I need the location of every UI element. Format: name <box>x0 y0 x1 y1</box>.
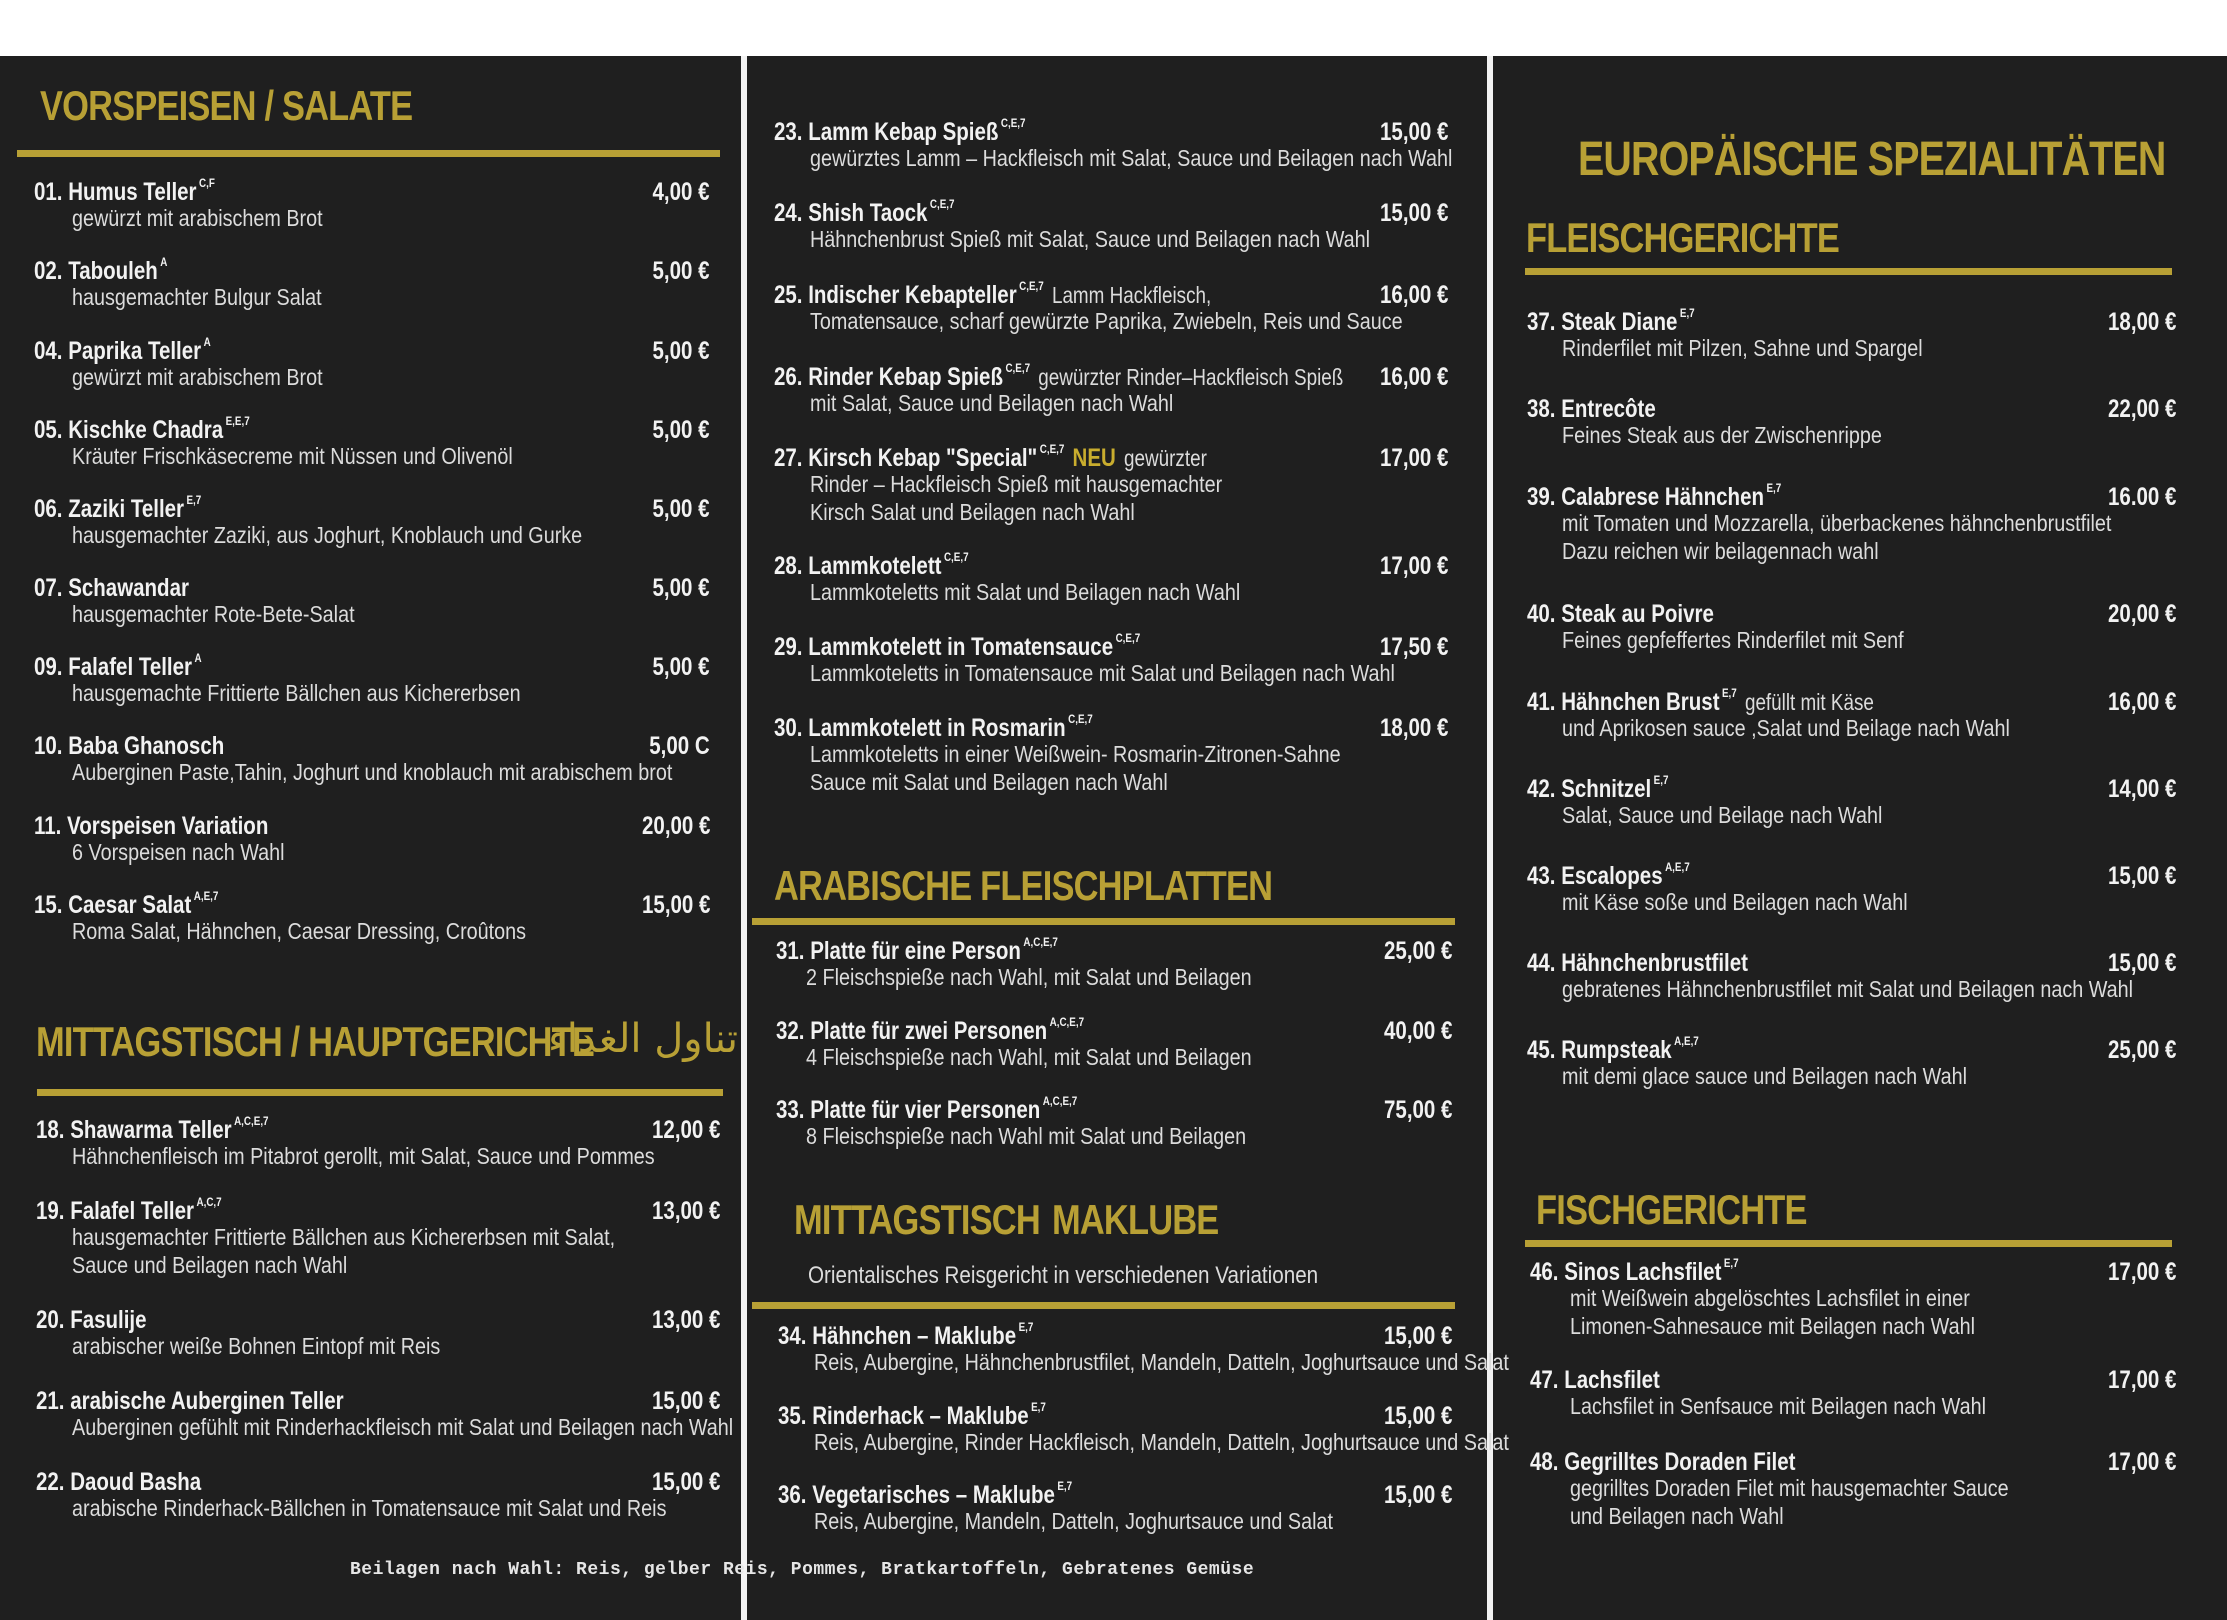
allergen-tag: C,E,7 <box>1000 116 1026 130</box>
menu-item-description: 8 Fleischspieße nach Wahl mit Salat und Beilagen <box>806 1123 1247 1149</box>
menu-item-price: 20,00 € <box>2107 600 2176 628</box>
allergen-tag: C,E,7 <box>943 550 969 564</box>
menu-item-price: 25,00 € <box>2107 1036 2176 1064</box>
section-heading-maklube: MAKLUBE <box>1052 1196 1219 1243</box>
menu-item-price: 5,00 € <box>652 416 710 444</box>
heading-rule <box>17 150 720 157</box>
menu-item-price: 15,00 € <box>651 1468 720 1496</box>
menu-item-description: Lammkoteletts in Tomatensauce mit Salat und Beilagen nach Wahl <box>810 660 1395 686</box>
menu-item-description: mit Salat, Sauce und Beilagen nach Wahl <box>810 390 1174 416</box>
menu-item-description: Lammkoteletts mit Salat und Beilagen nach Wahl <box>810 579 1241 605</box>
menu-item-name: 19. Falafel Teller $^{A,C,7}$ <box>36 1195 222 1225</box>
menu-item-description: hausgemachter Bulgur Salat <box>72 284 322 310</box>
menu-item-description: Dazu reichen wir beilagennach wahl <box>1562 538 1879 564</box>
allergen-tag: C,F <box>198 176 215 190</box>
menu-item-description: Rinderfilet mit Pilzen, Sahne und Spargel <box>1562 335 1923 361</box>
allergen-tag: E,7 <box>1679 306 1695 320</box>
section-heading-fleischplatten: ARABISCHE FLEISCHPLATTEN <box>774 862 1273 909</box>
heading-rule <box>1525 268 2172 275</box>
allergen-tag: C,E,7 <box>1115 631 1141 645</box>
allergen-tag: E,7 <box>1766 481 1782 495</box>
menu-item-name: 31. Platte für eine Person $^{A,C,E,7}$ <box>776 935 1058 965</box>
menu-item-description: Feines Steak aus der Zwischenrippe <box>1562 422 1882 448</box>
menu-item-name: 21. arabische Auberginen Teller <box>36 1387 344 1415</box>
menu-item-price: 5,00 € <box>652 574 710 602</box>
allergen-tag: A <box>203 335 211 349</box>
menu-item-description: hausgemachter Frittierte Bällchen aus Kichererbsen mit Salat, <box>72 1224 616 1250</box>
menu-item-name: 46. Sinos Lachsfilet $^{E,7}$ <box>1530 1256 1739 1286</box>
menu-item-name: 24. Shish Taock $^{C,E,7}$ <box>774 197 955 227</box>
menu-item-description: Salat, Sauce und Beilage nach Wahl <box>1562 802 1883 828</box>
menu-item-description: Lammkoteletts in einer Weißwein- Rosmarin-Zitronen-Sahne <box>810 741 1341 767</box>
allergen-tag: A,E,7 <box>1665 860 1690 874</box>
section-heading-fischgerichte: FISCHGERICHTE <box>1536 1186 1807 1233</box>
menu-item-price: 5,00 € <box>652 653 710 681</box>
menu-item-name: 47. Lachsfilet <box>1530 1366 1660 1394</box>
menu-item-description: Feines gepfeffertes Rinderfilet mit Senf <box>1562 627 1904 653</box>
allergen-tag: A,C,E,7 <box>234 1114 269 1128</box>
allergen-tag: A,C,E,7 <box>1049 1015 1085 1029</box>
section-heading-vorspeisen: VORSPEISEN / SALATE <box>40 82 413 129</box>
menu-item-description: Kirsch Salat und Beilagen nach Wahl <box>810 499 1135 525</box>
menu-item-price: 17,00 € <box>2107 1448 2176 1476</box>
menu-item-name: 39. Calabrese Hähnchen $^{E,7}$ <box>1527 481 1782 511</box>
menu-item-price: 12,00 € <box>651 1116 720 1144</box>
menu-item-name: 25. Indischer Kebapteller $^{C,E,7}$ Lamm Hackfleisch, <box>774 279 1212 309</box>
menu-item-price: 15,00 € <box>1379 199 1448 227</box>
heading-rule <box>1525 1240 2172 1247</box>
menu-item-name: 43. Escalopes $^{A,E,7}$ <box>1527 860 1690 890</box>
menu-item-name: 48. Gegrilltes Doraden Filet <box>1530 1448 1796 1476</box>
menu-item-price: 16,00 € <box>1379 363 1448 391</box>
menu-item-name: 30. Lammkotelett in Rosmarin $^{C,E,7}$ <box>774 712 1093 742</box>
menu-item-description: 6 Vorspeisen nach Wahl <box>72 839 285 865</box>
menu-item-inline-desc: gewürzter <box>1124 445 1207 471</box>
menu-item-name: 18. Shawarma Teller $^{A,C,E,7}$ <box>36 1114 269 1144</box>
menu-item-price: 17,50 € <box>1379 633 1448 661</box>
menu-item-name: 28. Lammkotelett $^{C,E,7}$ <box>774 550 969 580</box>
allergen-tag: C,E,7 <box>1039 442 1065 456</box>
menu-item-name: 22. Daoud Basha <box>36 1468 202 1496</box>
menu-item-price: 5,00 € <box>652 337 710 365</box>
menu-item-description: arabischer weiße Bohnen Eintopf mit Reis <box>72 1333 441 1359</box>
menu-item-description: Reis, Aubergine, Hähnchenbrustfilet, Mandeln, Datteln, Joghurtsauce und Salat <box>814 1349 1509 1375</box>
menu-item-name: 20. Fasulije <box>36 1306 147 1334</box>
menu-item-description: und Beilagen nach Wahl <box>1570 1503 1784 1529</box>
arabic-heading: تناول الغداء <box>548 1016 738 1062</box>
menu-item-description: mit Käse soße und Beilagen nach Wahl <box>1562 889 1908 915</box>
menu-item-price: 5,00 € <box>652 257 710 285</box>
allergen-tag: A,C,E,7 <box>1023 935 1058 949</box>
menu-item-description: Sauce mit Salat und Beilagen nach Wahl <box>810 769 1168 795</box>
footer-note: Beilagen nach Wahl: Reis, gelber Reis, Pommes, Bratkartoffeln, Gebratenes Gemüse <box>350 1560 1255 1580</box>
menu-item-name: 04. Paprika Teller $^A$ <box>34 335 211 365</box>
allergen-tag: E,7 <box>186 493 202 507</box>
menu-item-description: 2 Fleischspieße nach Wahl, mit Salat und Beilagen <box>806 964 1252 990</box>
menu-item-name: 37. Steak Diane $^{E,7}$ <box>1527 306 1695 336</box>
menu-item-price: 75,00 € <box>1383 1096 1452 1124</box>
menu-item-description: Limonen-Sahnesauce mit Beilagen nach Wahl <box>1570 1313 1976 1339</box>
section-title-europaeische: EUROPÄISCHE SPEZIALITÄTEN <box>1578 133 2166 186</box>
menu-item-price: 17,00 € <box>1379 552 1448 580</box>
menu-item-name: 05. Kischke Chadra $^{E,E,7}$ <box>34 414 250 444</box>
menu-item-price: 16.00 € <box>2107 483 2176 511</box>
heading-rule <box>752 1302 1455 1309</box>
menu-item-name: 34. Hähnchen – Maklube $^{E,7}$ <box>778 1320 1034 1350</box>
menu-item-price: 18,00 € <box>2107 308 2176 336</box>
menu-item-price: 22,00 € <box>2107 395 2176 423</box>
menu-item-name: 41. Hähnchen Brust $^{E,7}$ gefüllt mit Käse <box>1527 686 1874 716</box>
menu-item-description: Hähnchenfleisch im Pitabrot gerollt, mit Salat, Sauce und Pommes <box>72 1143 655 1169</box>
allergen-tag: E,7 <box>1721 686 1737 700</box>
allergen-tag: A <box>160 255 168 269</box>
menu-item-inline-desc: gewürzter Rinder–Hackfleisch Spieß <box>1038 364 1344 390</box>
allergen-tag: C,E,7 <box>929 197 955 211</box>
menu-item-description: Auberginen gefühlt mit Rinderhackfleisch mit Salat und Beilagen nach Wahl <box>72 1414 734 1440</box>
allergen-tag: E,7 <box>1057 1479 1073 1493</box>
menu-item-name: 38. Entrecôte <box>1527 395 1656 423</box>
menu-item-price: 17,00 € <box>2107 1366 2176 1394</box>
menu-item-price: 15,00 € <box>1383 1481 1452 1509</box>
menu-item-description: gewürzt mit arabischem Brot <box>72 364 323 390</box>
menu-item-description: Tomatensauce, scharf gewürzte Paprika, Zwiebeln, Reis und Sauce <box>810 308 1403 334</box>
menu-item-description: hausgemachter Rote-Bete-Salat <box>72 601 355 627</box>
menu-item-price: 40,00 € <box>1383 1017 1452 1045</box>
menu-item-description: Kräuter Frischkäsecreme mit Nüssen und Olivenöl <box>72 443 513 469</box>
menu-item-price: 16,00 € <box>1379 281 1448 309</box>
menu-item-inline-desc: Lamm Hackfleisch, <box>1051 282 1212 308</box>
menu-item-price: 18,00 € <box>1379 714 1448 742</box>
menu-item-description: mit Tomaten und Mozzarella, überbackenes hähnchenbrustfilet <box>1562 510 2112 536</box>
menu-item-description: und Aprikosen sauce ,Salat und Beilage nach Wahl <box>1562 715 2010 741</box>
menu-item-price: 14,00 € <box>2107 775 2176 803</box>
menu-item-name: 10. Baba Ghanosch <box>34 732 225 760</box>
menu-item-name: 06. Zaziki Teller $^{E,7}$ <box>34 493 202 523</box>
section-heading-mittagstisch-2: MITTAGSTISCH <box>794 1196 1040 1243</box>
allergen-tag: E,E,7 <box>225 414 250 428</box>
menu-item-name: 26. Rinder Kebap Spieß $^{C,E,7}$ gewürzter Rinder–Hackfleisch Spieß <box>774 361 1344 391</box>
allergen-tag: C,E,7 <box>1005 361 1031 375</box>
allergen-tag: E,7 <box>1018 1320 1034 1334</box>
menu-item-name: 45. Rumpsteak $^{A,E,7}$ <box>1527 1034 1699 1064</box>
allergen-tag: A,C,7 <box>196 1195 222 1209</box>
allergen-tag: E,7 <box>1723 1256 1739 1270</box>
heading-rule <box>37 1089 723 1096</box>
menu-item-price: 13,00 € <box>651 1306 720 1334</box>
menu-item-name: 32. Platte für zwei Personen $^{A,C,E,7}$ <box>776 1015 1085 1045</box>
allergen-tag: A,C,E,7 <box>1042 1094 1078 1108</box>
menu-item-price: 15,00 € <box>1379 118 1448 146</box>
heading-rule <box>752 918 1455 925</box>
menu-item-description: hausgemachte Frittierte Bällchen aus Kichererbsen <box>72 680 521 706</box>
menu-item-description: arabische Rinderhack-Bällchen in Tomatensauce mit Salat und Reis <box>72 1495 667 1521</box>
allergen-tag: A,E,7 <box>193 889 219 903</box>
allergen-tag: A <box>194 651 202 665</box>
menu-item-name: 40. Steak au Poivre <box>1527 600 1714 628</box>
menu-item-inline-desc: gefüllt mit Käse <box>1744 689 1874 715</box>
menu-item-description: 4 Fleischspieße nach Wahl, mit Salat und Beilagen <box>806 1044 1252 1070</box>
new-badge: NEU <box>1072 444 1116 472</box>
menu-item-name: 23. Lamm Kebap Spieß $^{C,E,7}$ <box>774 116 1026 146</box>
section-heading-mittagstisch: MITTAGSTISCH / HAUPTGERICHTE <box>36 1018 595 1065</box>
menu-item-description: Reis, Aubergine, Rinder Hackfleisch, Mandeln, Datteln, Joghurtsauce und Salat <box>814 1429 1509 1455</box>
menu-item-price: 15,00 € <box>641 891 710 919</box>
menu-item-name: 15. Caesar Salat $^{A,E,7}$ <box>34 889 219 919</box>
menu-item-description: Auberginen Paste,Tahin, Joghurt und knoblauch mit arabischem brot <box>72 759 673 785</box>
menu-item-description: gewürzt mit arabischem Brot <box>72 205 323 231</box>
menu-item-price: 5,00 C <box>649 732 710 760</box>
allergen-tag: E,7 <box>1031 1400 1046 1414</box>
menu-item-description: gewürztes Lamm – Hackfleisch mit Salat, Sauce und Beilagen nach Wahl <box>810 145 1453 171</box>
menu-item-name: 35. Rinderhack – Maklube $^{E,7}$ <box>778 1400 1046 1430</box>
menu-item-description: mit demi glace sauce und Beilagen nach Wahl <box>1562 1063 1967 1089</box>
menu-item-name: 42. Schnitzel $^{E,7}$ <box>1527 773 1669 803</box>
menu-item-name: 44. Hähnchenbrustfilet <box>1527 949 1748 977</box>
allergen-tag: C,E,7 <box>1068 712 1093 726</box>
maklube-subtitle: Orientalisches Reisgericht in verschiedenen Variationen <box>808 1262 1319 1289</box>
menu-item-price: 20,00 € <box>641 812 710 840</box>
menu-item-description: Rinder – Hackfleisch Spieß mit hausgemachter <box>810 471 1223 497</box>
menu-item-name: 02. Tabouleh $^A$ <box>34 255 168 285</box>
section-heading-fleischgerichte: FLEISCHGERICHTE <box>1526 214 1839 261</box>
column-divider <box>741 56 747 1620</box>
menu-item-name: 29. Lammkotelett in Tomatensauce $^{C,E,7}$ <box>774 631 1141 661</box>
menu-item-price: 15,00 € <box>2107 862 2176 890</box>
menu-item-description: gegrilltes Doraden Filet mit hausgemachter Sauce <box>1570 1475 2009 1501</box>
menu-item-name: 11. Vorspeisen Variation <box>34 812 269 840</box>
menu-item-description: Hähnchenbrust Spieß mit Salat, Sauce und Beilagen nach Wahl <box>810 226 1371 252</box>
allergen-tag: E,7 <box>1653 773 1669 787</box>
menu-item-name: 01. Humus Teller $^{C,F}$ <box>34 176 215 206</box>
allergen-tag: A,E,7 <box>1674 1034 1699 1048</box>
menu-item-price: 13,00 € <box>651 1197 720 1225</box>
menu-item-name: 33. Platte für vier Personen $^{A,C,E,7}$ <box>776 1094 1078 1124</box>
menu-item-price: 17,00 € <box>1379 444 1448 472</box>
menu-item-price: 15,00 € <box>1383 1322 1452 1350</box>
menu-item-name: 36. Vegetarisches – Maklube $^{E,7}$ <box>778 1479 1073 1509</box>
menu-item-description: Sauce und Beilagen nach Wahl <box>72 1252 348 1278</box>
menu-item-name: 09. Falafel Teller $^A$ <box>34 651 202 681</box>
menu-item-price: 16,00 € <box>2107 688 2176 716</box>
menu-item-description: gebratenes Hähnchenbrustfilet mit Salat und Beilagen nach Wahl <box>1562 976 2134 1002</box>
menu-item-price: 15,00 € <box>1383 1402 1452 1430</box>
menu-item-description: Reis, Aubergine, Mandeln, Datteln, Joghurtsauce und Salat <box>814 1508 1334 1534</box>
column-divider <box>1487 56 1493 1620</box>
menu-item-name: 07. Schawandar <box>34 574 189 602</box>
menu-item-price: 25,00 € <box>1383 937 1452 965</box>
menu-item-name: 27. Kirsch Kebap "Special" $^{C,E,7}$ NEU gewürzter <box>774 442 1207 472</box>
menu-item-price: 4,00 € <box>652 178 710 206</box>
menu-item-price: 5,00 € <box>652 495 710 523</box>
allergen-tag: C,E,7 <box>1019 279 1044 293</box>
menu-item-description: Roma Salat, Hähnchen, Caesar Dressing, Croûtons <box>72 918 527 944</box>
menu-item-price: 17,00 € <box>2107 1258 2176 1286</box>
menu-item-description: hausgemachter Zaziki, aus Joghurt, Knoblauch und Gurke <box>72 522 583 548</box>
menu-item-price: 15,00 € <box>2107 949 2176 977</box>
menu-item-price: 15,00 € <box>651 1387 720 1415</box>
menu-item-description: Lachsfilet in Senfsauce mit Beilagen nach Wahl <box>1570 1393 1986 1419</box>
menu-item-description: mit Weißwein abgelöschtes Lachsfilet in einer <box>1570 1285 1970 1311</box>
